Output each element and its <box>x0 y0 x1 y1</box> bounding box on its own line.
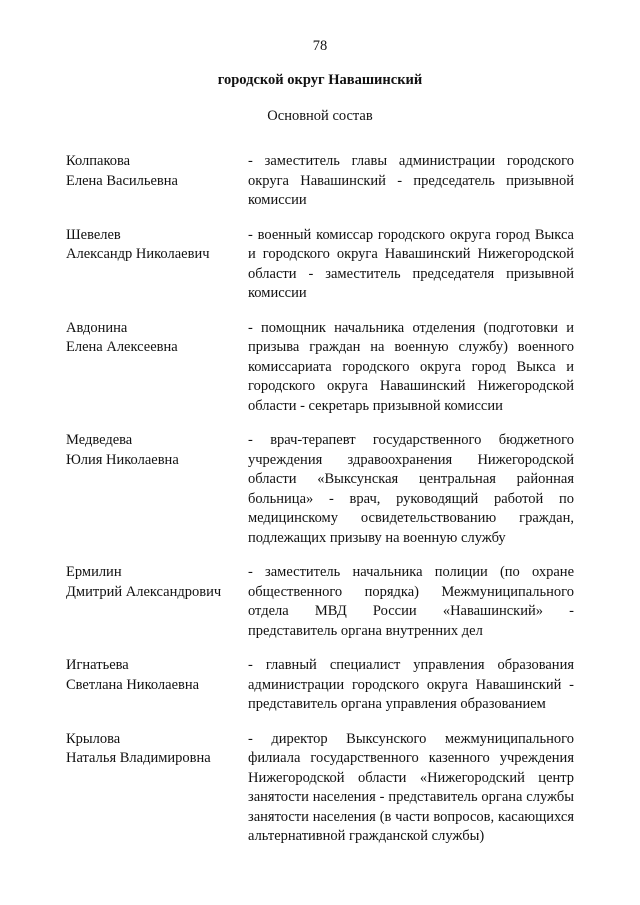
member-surname: Колпакова <box>66 153 131 169</box>
member-role: - заместитель главы администрации городского округа Навашинский - председатель призывной комиссии <box>248 153 574 208</box>
member-entry <box>66 152 574 211</box>
member-surname: Ермилин <box>66 564 122 580</box>
member-entry <box>66 319 574 417</box>
member-given-name: Елена Васильевна <box>66 172 178 189</box>
member-surname: Авдонина <box>66 319 128 336</box>
member-given-name: Наталья Владимировна <box>66 750 211 766</box>
member-name <box>66 730 248 847</box>
member-given-name: Светлана Николаевна <box>66 676 200 693</box>
member-name <box>66 656 248 715</box>
member-name <box>66 226 248 304</box>
member-role: - заместитель начальника полиции (по охране общественного порядка) Межмуниципального отдела МВД России «Навашинский» - представитель органа внутренних дел <box>248 564 574 639</box>
page-number: 78 <box>312 38 328 54</box>
member-given-name: Юлия Николаевна <box>66 451 179 468</box>
member-given-name: Дмитрий Александрович <box>66 583 222 600</box>
member-surname: Игнатьева <box>66 657 129 673</box>
member-given-name: Александр Николаевич <box>66 246 210 262</box>
member-entry <box>66 226 574 304</box>
member-given-name: Елена Алексеевна <box>66 339 178 355</box>
member-list <box>66 152 574 862</box>
member-role: - военный комиссар городского округа город Выкса и городского округа Навашинский Нижегородской области - заместитель председателя призывной комиссии <box>248 226 574 301</box>
member-name <box>66 563 248 641</box>
member-role: - главный специалист управления образования администрации городского округа Навашинский - представитель органа управления образованием <box>248 657 574 712</box>
member-surname: Крылова <box>66 730 121 747</box>
member-role: - врач-терапевт государственного бюджетного учреждения здравоохранения Нижегородской области «Выксунская центральная районная больница» - врач, руководящий работой по медицинскому освидетельствованию граждан, подлежащих призыву на военную службу <box>248 432 574 546</box>
member-name <box>66 152 248 211</box>
member-surname: Шевелев <box>66 226 121 243</box>
member-name <box>66 431 248 548</box>
member-role: - директор Выксунского межмуниципального филиала государственного казенного учреждения Нижегородской области «Нижегородский центр занятости населения - представитель органа службы занятости населения (в части вопросов, касающихся альтернативной гражданской службы) <box>248 730 574 844</box>
member-entry <box>66 563 574 641</box>
member-entry <box>66 656 574 715</box>
section-subtitle: Основной состав <box>267 108 373 124</box>
member-entry <box>66 431 574 548</box>
district-title: городской округ Навашинский <box>217 72 423 88</box>
member-role: - помощник начальника отделения (подготовки и призыва граждан на военную службу) военного комиссариата городского округа город Выкса и городского округа Навашинский Нижегородской области - секретарь призывной комиссии <box>248 319 574 414</box>
member-entry <box>66 730 574 847</box>
member-surname: Медведева <box>66 432 133 448</box>
member-name <box>66 319 248 417</box>
